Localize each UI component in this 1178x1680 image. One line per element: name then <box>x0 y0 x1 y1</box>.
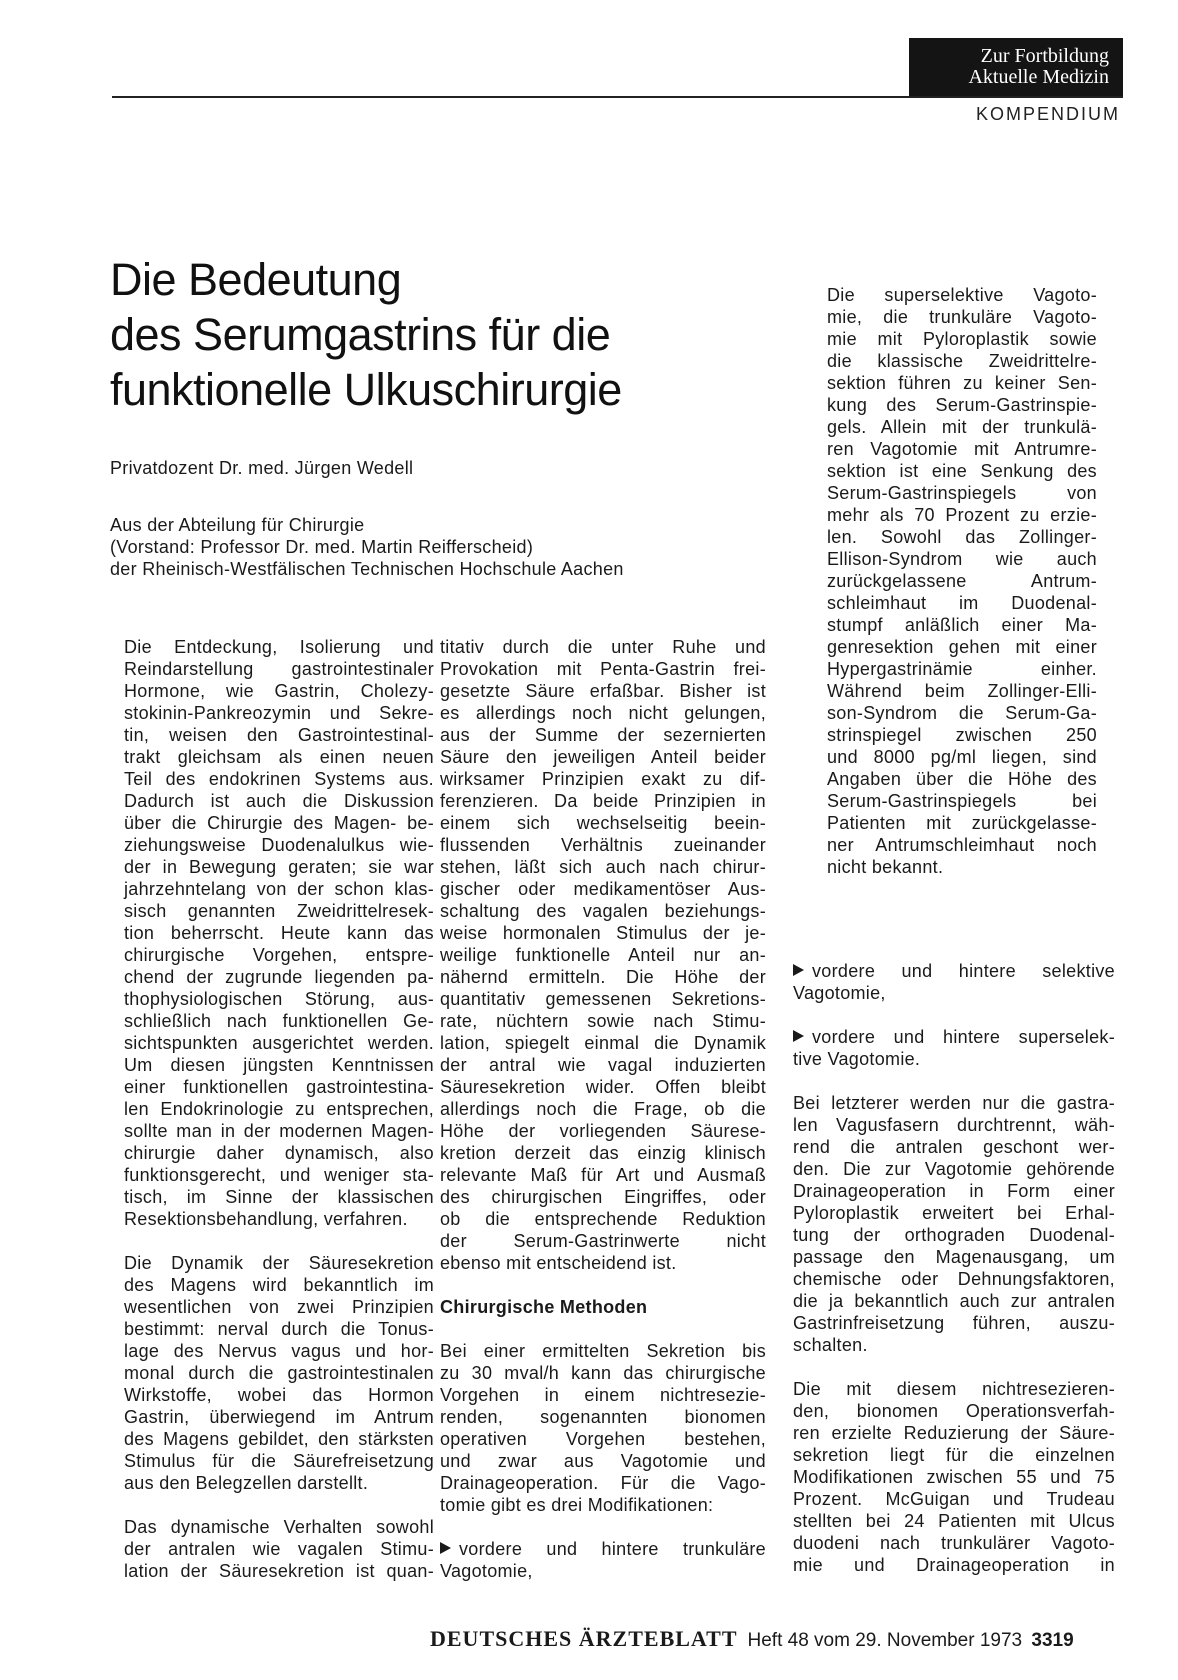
header-rule <box>112 96 1123 98</box>
list-item <box>793 960 1115 1004</box>
paragraph <box>793 1092 1115 1356</box>
text-line: aus der Summe der sezernierten <box>440 725 766 745</box>
text-line: Das dynamische Verhalten sowohl <box>124 1517 434 1537</box>
rubric-line-1: Zur Fortbildung <box>980 45 1109 67</box>
text-line: Teil des endokrinen Systems aus. <box>124 769 434 789</box>
text-line: Prozent. McGuigan und Trudeau <box>793 1489 1115 1509</box>
text-line: Drainageoperation. Für die Vago- <box>440 1473 766 1493</box>
text-line: stellten bei 24 Patienten mit Ulcus <box>793 1511 1115 1531</box>
text-line: lage des Nervus vagus und hor- <box>124 1341 434 1361</box>
text-line: schließlich nach funktionellen Ge- <box>124 1011 434 1031</box>
text-line: zurückgelassene Antrum- <box>827 571 1097 591</box>
list-item-text: vordere und hintere selektive <box>812 961 1115 981</box>
text-line: Serum-Gastrinspiegels von <box>827 483 1097 503</box>
text-line: der antral wie vagal induzierten <box>440 1055 766 1075</box>
text-line: chend der zugrunde liegenden pa- <box>124 967 434 987</box>
text-line: Resektionsbehandlung, verfahren. <box>124 1209 408 1229</box>
triangle-bullet-icon <box>793 964 804 976</box>
text-line: Vorgehen in einem nichtresezie- <box>440 1385 766 1405</box>
list-item-text: vordere und hintere superselek- <box>812 1027 1115 1047</box>
text-line: relevante Maß für Art und Ausmaß <box>440 1165 766 1185</box>
text-line: chirurgische Vorgehen, entspre- <box>124 945 434 965</box>
triangle-bullet-icon <box>440 1542 451 1554</box>
triangle-bullet-icon <box>793 1030 804 1042</box>
text-line: tisch, im Sinne der klassischen <box>124 1187 434 1207</box>
text-line: Bei einer ermittelten Sekretion bis <box>440 1341 766 1361</box>
text-line: aus den Belegzellen darstellt. <box>124 1473 369 1493</box>
text-line: einem sich wechselseitig beein- <box>440 813 766 833</box>
title-line: Die Bedeutung <box>110 254 402 305</box>
text-line: ob die entsprechende Reduktion <box>440 1209 766 1229</box>
text-line: sisch genannten Zweidrittelresek- <box>124 901 434 921</box>
text-line: weise hormonalen Stimulus der je- <box>440 923 766 943</box>
text-line: Während beim Zollinger-Elli- <box>827 681 1097 701</box>
text-line: Wirkstoffe, wobei das Hormon <box>124 1385 434 1405</box>
text-line: funktionsgerecht, und weniger sta- <box>124 1165 434 1185</box>
paragraph <box>440 1340 766 1516</box>
text-line: titativ durch die unter Ruhe und <box>440 637 766 657</box>
text-line: den, bionomen Operationsverfah- <box>793 1401 1115 1421</box>
text-line: Provokation mit Penta-Gastrin frei- <box>440 659 766 679</box>
text-line: ren erzielte Reduzierung der Säure- <box>793 1423 1115 1443</box>
text-line: Angaben über die Höhe des <box>827 769 1097 789</box>
text-line: der Serum-Gastrinwerte nicht <box>440 1231 766 1251</box>
text-line: son-Syndrom die Serum-Ga- <box>827 703 1097 723</box>
text-line: mie, die trunkuläre Vagoto- <box>827 307 1097 327</box>
text-line: der antralen wie vagalen Stimu- <box>124 1539 434 1559</box>
section-label: KOMPENDIUM <box>975 104 1120 124</box>
text-line: Ellison-Syndrom wie auch <box>827 549 1097 569</box>
affiliation <box>110 514 624 580</box>
text-line: stehen, läßt sich auch nach chirur- <box>440 857 766 877</box>
text-line: schaltung des vagalen beziehungs- <box>440 901 766 921</box>
text-line: jahrzehntelang von der schon klas- <box>124 879 434 899</box>
text-line: Die mit diesem nichtresezieren- <box>793 1379 1115 1399</box>
text-line: chemische oder Dehnungsfaktoren, <box>793 1269 1115 1289</box>
text-line: trakt gleichsam als einen neuen <box>124 747 434 767</box>
text-line: rend die antralen geschont wer- <box>793 1137 1115 1157</box>
column-2 <box>440 636 766 1604</box>
text-line: nähernd ermitteln. Die Höhe der <box>440 967 766 987</box>
list-item <box>440 1538 766 1582</box>
text-line: einer funktionellen gastrointestina- <box>124 1077 434 1097</box>
text-line: sekretion liegt für die einzelnen <box>793 1445 1115 1465</box>
text-line: weilige funktionelle Anteil nur an- <box>440 945 766 965</box>
text-line: Dadurch ist auch die Diskussion <box>124 791 434 811</box>
text-line: ziehungsweise Duodenalulkus wie- <box>124 835 434 855</box>
text-line: len. Sowohl das Zollinger- <box>827 527 1097 547</box>
text-line: monal durch die gastrointestinalen <box>124 1363 434 1383</box>
text-line: tomie gibt es drei Modifikationen: <box>440 1495 714 1515</box>
text-line: Gastrinfreisetzung führen, auszu- <box>793 1313 1115 1333</box>
issue-info: Heft 48 vom 29. November 1973 <box>747 1630 1023 1651</box>
text-line: Die superselektive Vagoto- <box>827 285 1097 305</box>
list-item-text: Vagotomie, <box>440 1561 533 1581</box>
text-line: Um diesen jüngsten Kenntnissen <box>124 1055 434 1075</box>
author-line: Privatdozent Dr. med. Jürgen Wedell <box>110 458 414 478</box>
text-line: der in Bewegung geraten; sie war <box>124 857 434 877</box>
text-line: Hypergastrinämie einher. <box>827 659 1097 679</box>
paragraph <box>124 1516 434 1582</box>
list-item-text: tive Vagotomie. <box>793 1049 921 1069</box>
rubric-line-2: Aktuelle Medizin <box>968 66 1109 88</box>
list-item-text: Vagotomie, <box>793 983 886 1003</box>
text-line: tin, weisen den Gastrointestinal- <box>124 725 434 745</box>
page-footer <box>430 1626 1074 1652</box>
text-line: chirurgie daher dynamisch, also <box>124 1143 434 1163</box>
text-line: Drainageoperation in Form einer <box>793 1181 1115 1201</box>
text-line: Patienten mit zurückgelasse- <box>827 813 1097 833</box>
text-line: den. Die zur Vagotomie gehörende <box>793 1159 1115 1179</box>
text-line: len Endokrinologie zu entsprechen, <box>124 1099 434 1119</box>
text-line: sichtspunkten ausgerichtet werden. <box>124 1033 434 1053</box>
text-line: Die Entdeckung, Isolierung und <box>124 637 434 657</box>
text-line: zu 30 mval/h kann das chirurgische <box>440 1363 766 1383</box>
text-line: lation der Säuresekretion ist quan- <box>124 1561 434 1581</box>
text-line: nicht bekannt. <box>827 857 944 877</box>
paragraph <box>124 1252 434 1494</box>
affiliation-line: Aus der Abteilung für Chirurgie <box>110 515 365 535</box>
text-line: Gastrin, überwiegend im Antrum <box>124 1407 434 1427</box>
text-line: stumpf anläßlich einer Ma- <box>827 615 1097 635</box>
text-line: kung des Serum-Gastrinspie- <box>827 395 1097 415</box>
rubric-badge <box>909 38 1123 96</box>
text-line: stokinin-Pankreozymin und Sekre- <box>124 703 434 723</box>
text-line: mie und Drainageoperation in <box>793 1555 1115 1575</box>
text-line: kretion derzeit das einzig klinisch <box>440 1143 766 1163</box>
text-line: tung der orthograden Duodenal- <box>793 1225 1115 1245</box>
text-line: renden, sogenannten bionomen <box>440 1407 766 1427</box>
text-line: gischer oder medikamentöser Aus- <box>440 879 766 899</box>
list-item <box>793 1026 1115 1070</box>
text-line: len Vagusfasern durchtrennt, wäh- <box>793 1115 1115 1135</box>
text-line: Höhe der vorliegenden Säurese- <box>440 1121 766 1141</box>
text-line: schleimhaut im Duodenal- <box>827 593 1097 613</box>
title-line: funktionelle Ulkuschirurgie <box>110 364 622 415</box>
text-line: ebenso mit entscheidend ist. <box>440 1253 677 1273</box>
text-line: Die Dynamik der Säuresekretion <box>124 1253 434 1273</box>
list-item-text: vordere und hintere trunkuläre <box>459 1539 766 1559</box>
text-line: lation, spiegelt einmal die Dynamik <box>440 1033 766 1053</box>
column-1 <box>124 636 434 1604</box>
text-line: gels. Allein mit der trunkulä- <box>827 417 1097 437</box>
text-line: des chirurgischen Eingriffes, oder <box>440 1187 766 1207</box>
text-line: Stimulus für die Säurefreisetzung <box>124 1451 434 1471</box>
text-line: tion beherrscht. Heute kann das <box>124 923 434 943</box>
text-line: des Magens gebildet, den stärksten <box>124 1429 434 1449</box>
text-line: ner Antrumschleimhaut noch <box>827 835 1097 855</box>
affiliation-line: der Rheinisch-Westfälischen Technischen Hochschule Aachen <box>110 559 624 579</box>
text-line: wesentlichen von zwei Prinzipien <box>124 1297 434 1317</box>
text-line: genresektion gehen mit einer <box>827 637 1097 657</box>
article-title <box>110 252 760 417</box>
text-line: wirksamer Prinzipien exakt zu dif- <box>440 769 766 789</box>
text-line: rate, nüchtern sowie nach Stimu- <box>440 1011 766 1031</box>
text-line: Hormone, wie Gastrin, Cholezy- <box>124 681 434 701</box>
text-line: ren Vagotomie mit Antrumre- <box>827 439 1097 459</box>
title-line: des Serumgastrins für die <box>110 309 611 360</box>
text-line: allerdings noch die Frage, ob die <box>440 1099 766 1119</box>
text-line: die klassische Zweidrittelre- <box>827 351 1097 371</box>
paragraph <box>440 636 766 1274</box>
text-line: sektion führen zu keiner Sen- <box>827 373 1097 393</box>
text-line: Pyloroplastik erweitert bei Erhal- <box>793 1203 1115 1223</box>
text-line: flussenden Verhältnis zueinander <box>440 835 766 855</box>
text-line: mehr als 70 Prozent zu erzie- <box>827 505 1097 525</box>
text-line: thophysiologischen Störung, aus- <box>124 989 434 1009</box>
paragraph <box>124 636 434 1230</box>
text-line: sollte man in der modernen Magen- <box>124 1121 434 1141</box>
text-line: quantitativ gemessenen Sekretions- <box>440 989 766 1009</box>
text-line: des Magens wird bekanntlich im <box>124 1275 434 1295</box>
text-line: Reindarstellung gastrointestinaler <box>124 659 434 679</box>
text-line: Bei letzterer werden nur die gastra- <box>793 1093 1115 1113</box>
column-3 <box>793 960 1115 1598</box>
text-line: es allerdings noch nicht gelungen, <box>440 703 766 723</box>
text-line: bestimmt: nerval durch die Tonus- <box>124 1319 434 1339</box>
text-line: Serum-Gastrinspiegels bei <box>827 791 1097 811</box>
text-line: über die Chirurgie des Magen- be- <box>124 813 434 833</box>
text-line: operativen Vorgehen bestehen, <box>440 1429 766 1449</box>
text-line: die ja bekanntlich auch zur antralen <box>793 1291 1115 1311</box>
affiliation-line: (Vorstand: Professor Dr. med. Martin Reifferscheid) <box>110 537 534 557</box>
text-line: strinspiegel zwischen 250 <box>827 725 1097 745</box>
text-line: Säuresekretion wider. Offen bleibt <box>440 1077 766 1097</box>
text-line: und 8000 pg/ml liegen, sind <box>827 747 1097 767</box>
text-line: Modifikationen zwischen 55 und 75 <box>793 1467 1115 1487</box>
text-line: duodeni nach trunkulärer Vagoto- <box>793 1533 1115 1553</box>
text-line: passage den Magenausgang, um <box>793 1247 1115 1267</box>
paragraph <box>793 1378 1115 1576</box>
text-line: und zwar aus Vagotomie und <box>440 1451 766 1471</box>
text-line: sektion ist eine Senkung des <box>827 461 1097 481</box>
column-3-sidebar <box>827 284 1097 900</box>
section-heading: Chirurgische Methoden <box>440 1297 648 1317</box>
text-line: ferenzieren. Da beide Prinzipien in <box>440 791 766 811</box>
paragraph <box>827 284 1097 878</box>
journal-name: DEUTSCHES ÄRZTEBLATT <box>430 1626 738 1651</box>
text-line: mie mit Pyloroplastik sowie <box>827 329 1097 349</box>
text-line: gesetzte Säure erfaßbar. Bisher ist <box>440 681 766 701</box>
text-line: Säure den jeweiligen Anteil beider <box>440 747 766 767</box>
page-number: 3319 <box>1031 1630 1074 1651</box>
text-line: schalten. <box>793 1335 868 1355</box>
